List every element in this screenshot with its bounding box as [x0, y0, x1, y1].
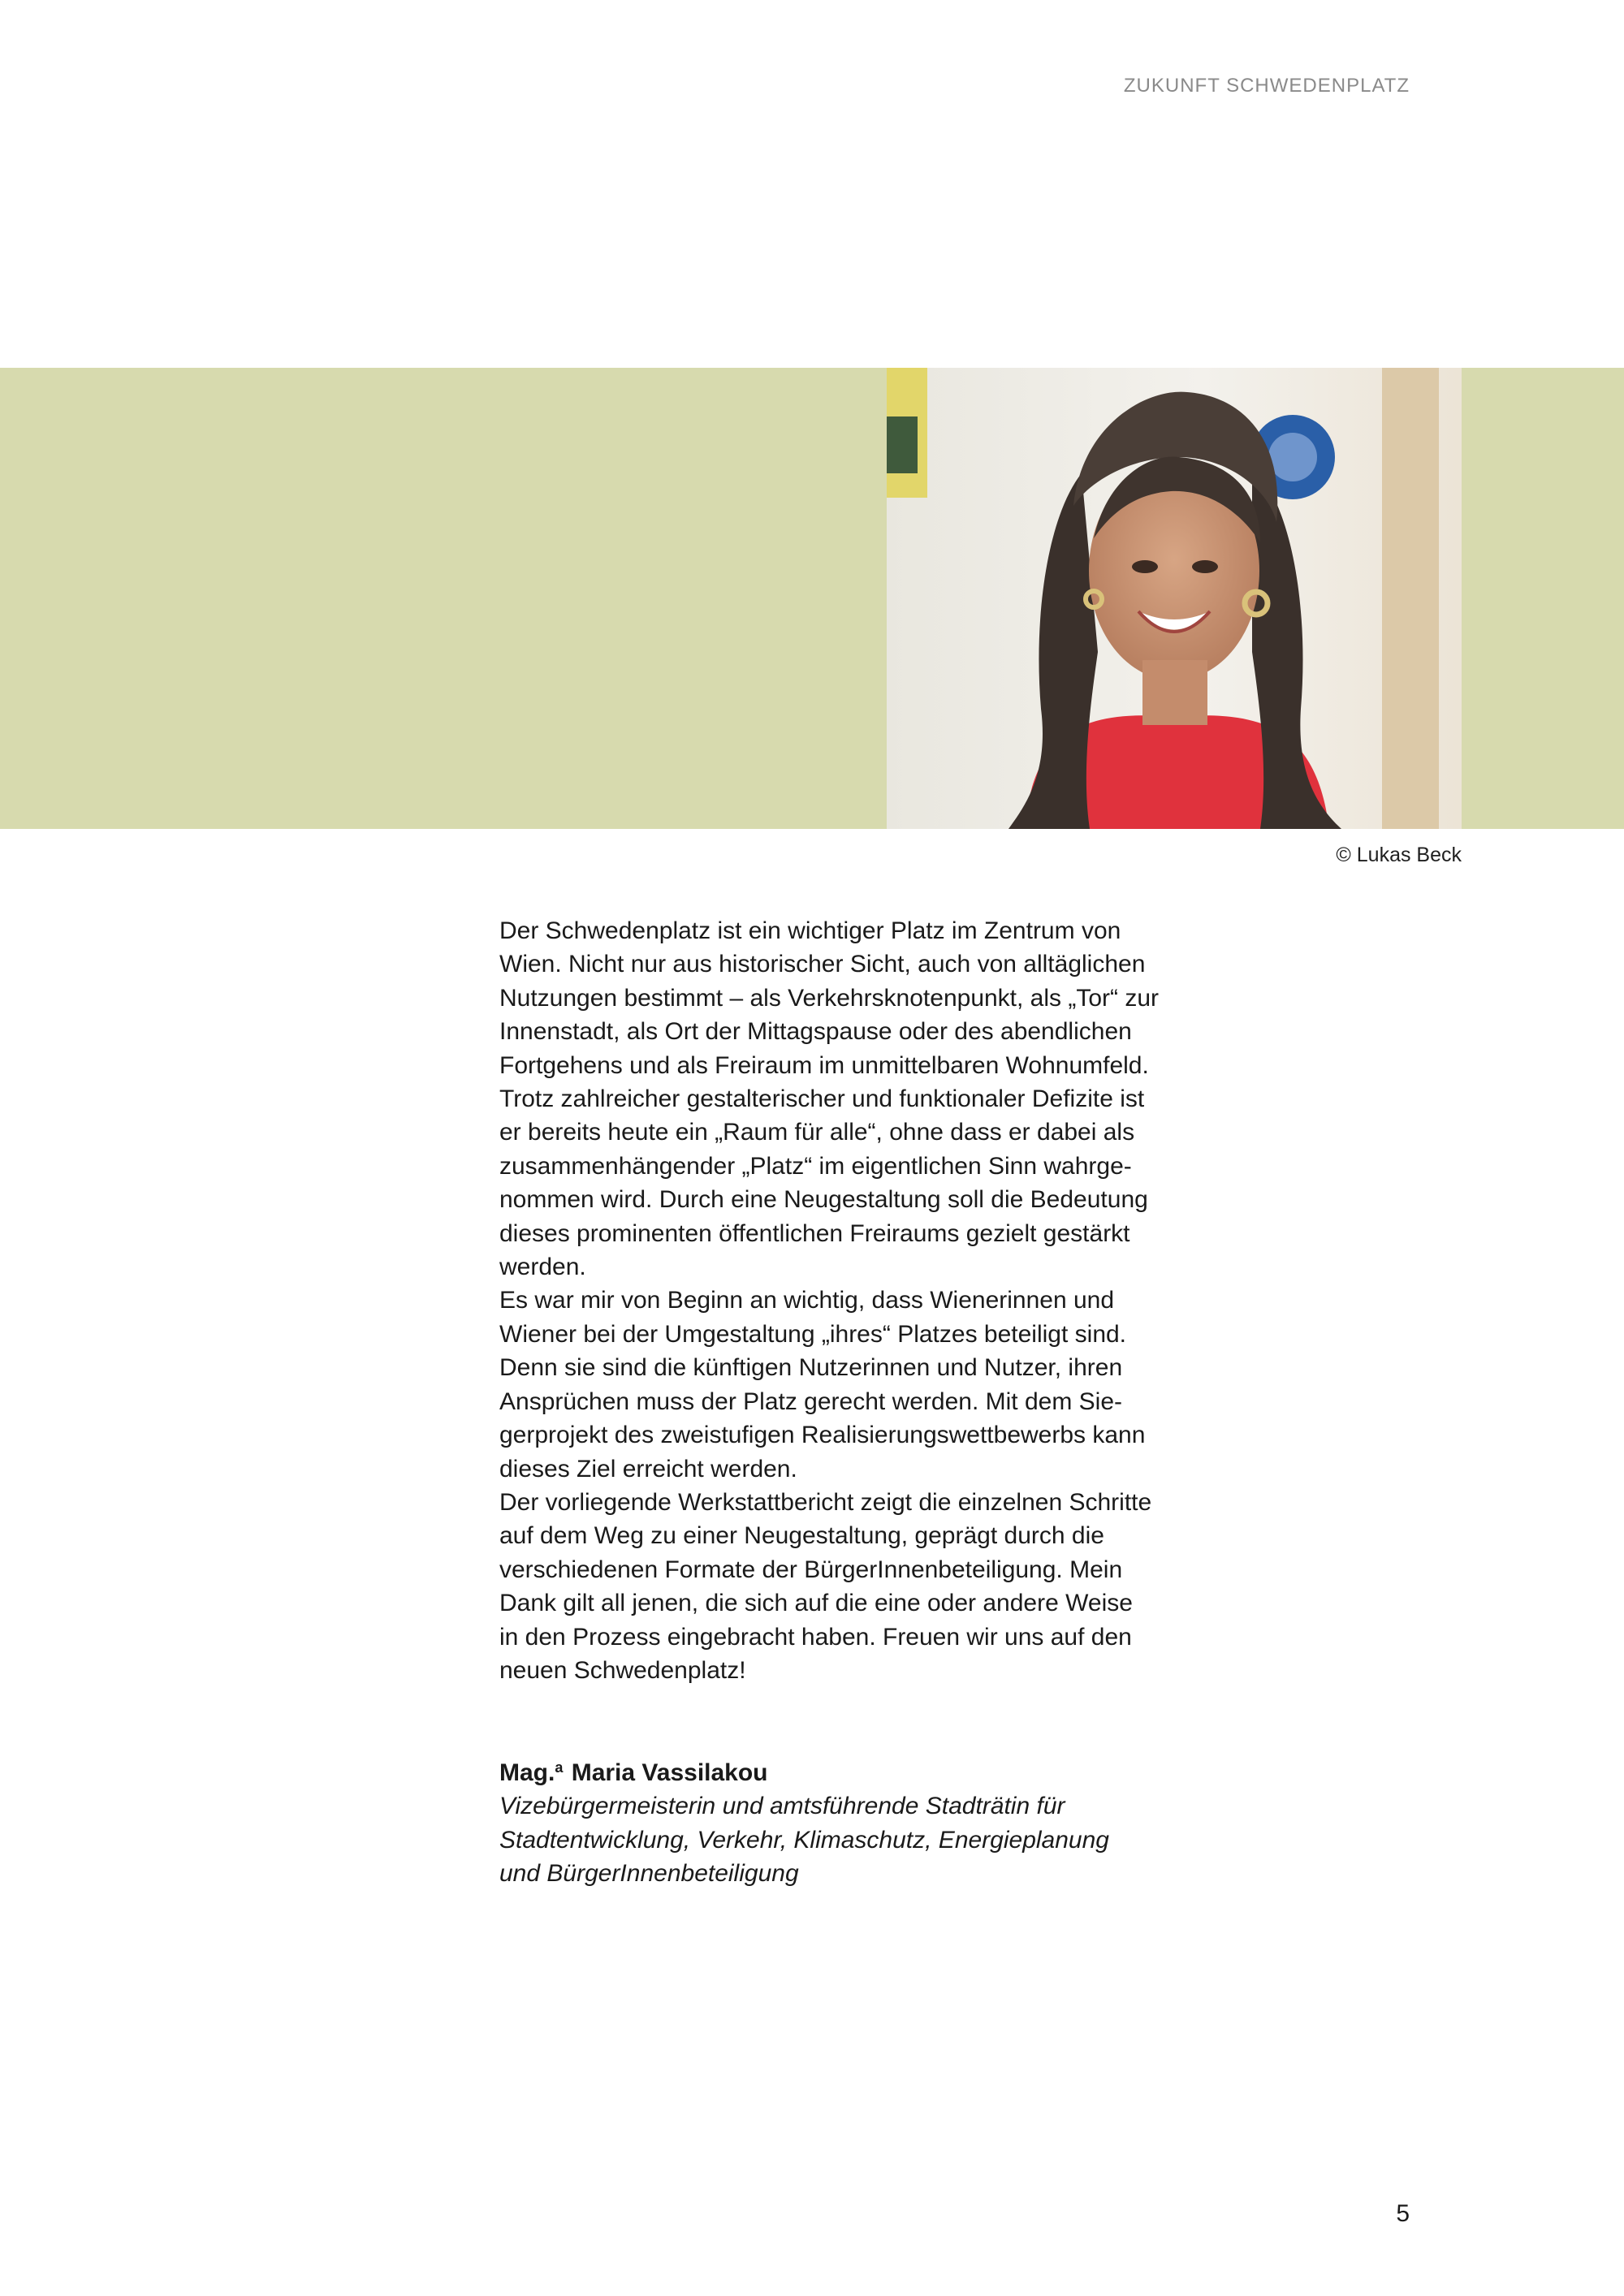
academic-title: Mag.: [499, 1759, 555, 1786]
body-line: verschiedenen Formate der BürgerInnenbeteiligung. Mein: [499, 1556, 1123, 1583]
body-line: nommen wird. Durch eine Neugestaltung soll die Bedeutung: [499, 1186, 1148, 1214]
page-number: 5: [1396, 2200, 1410, 2227]
body-line: dieses prominenten öffentlichen Freiraums gezielt gestärkt: [499, 1219, 1130, 1247]
body-line: zusammenhängender „Platz“ im eigentlichen Sinn wahrge-: [499, 1152, 1132, 1180]
signatory-role-line: Vizebürgermeisterin und amtsführende Stadträtin für: [499, 1793, 1065, 1820]
running-header: ZUKUNFT SCHWEDENPLATZ: [1123, 75, 1410, 97]
portrait-photo: [887, 368, 1462, 829]
body-line: Wiener bei der Umgestaltung „ihres“ Platzes beteiligt sind.: [499, 1320, 1127, 1348]
photo-credit: © Lukas Beck: [1336, 844, 1462, 866]
body-line: er bereits heute ein „Raum für alle“, ohne dass er dabei als: [499, 1119, 1135, 1146]
body-line: Trotz zahlreicher gestalterischer und funktionaler Defizite ist: [499, 1085, 1145, 1113]
body-line: Der Schwedenplatz ist ein wichtiger Platz im Zentrum von: [499, 917, 1121, 944]
academic-title-superscript: a: [555, 1759, 564, 1776]
body-line: Wien. Nicht nur aus historischer Sicht, auch von alltäglichen: [499, 951, 1146, 978]
body-line: Es war mir von Beginn an wichtig, dass Wienerinnen und: [499, 1287, 1115, 1314]
body-line: Fortgehens und als Freiraum im unmittelbaren Wohnumfeld.: [499, 1051, 1149, 1079]
body-line: Der vorliegende Werkstattbericht zeigt die einzelnen Schritte: [499, 1488, 1152, 1516]
signatory-name: [499, 1751, 1214, 1789]
body-line: Denn sie sind die künftigen Nutzerinnen und Nutzer, ihren: [499, 1354, 1123, 1382]
body-text: [499, 914, 1198, 1687]
body-line: dieses Ziel erreicht werden.: [499, 1455, 797, 1482]
body-line: Innenstadt, als Ort der Mittagspause oder des abendlichen: [499, 1018, 1132, 1046]
body-line: in den Prozess eingebracht haben. Freuen wir uns auf den: [499, 1623, 1132, 1651]
body-line: auf dem Weg zu einer Neugestaltung, geprägt durch die: [499, 1522, 1104, 1550]
signature-block: [499, 1751, 1214, 1891]
person-name: Maria Vassilakou: [571, 1759, 768, 1786]
signatory-role-line: Stadtentwicklung, Verkehr, Klimaschutz, Energieplanung: [499, 1826, 1109, 1854]
body-line: Nutzungen bestimmt – als Verkehrsknotenpunkt, als „Tor“ zur: [499, 984, 1160, 1012]
signatory-role-line: und BürgerInnenbeteiligung: [499, 1860, 799, 1888]
body-line: Dank gilt all jenen, die sich auf die eine oder andere Weise: [499, 1590, 1133, 1617]
body-line: werden.: [499, 1254, 586, 1281]
body-line: gerprojekt des zweistufigen Realisierungswettbewerbs kann: [499, 1422, 1146, 1449]
body-line: neuen Schwedenplatz!: [499, 1656, 746, 1684]
body-line: Ansprüchen muss der Platz gerecht werden. Mit dem Sie-: [499, 1388, 1123, 1415]
